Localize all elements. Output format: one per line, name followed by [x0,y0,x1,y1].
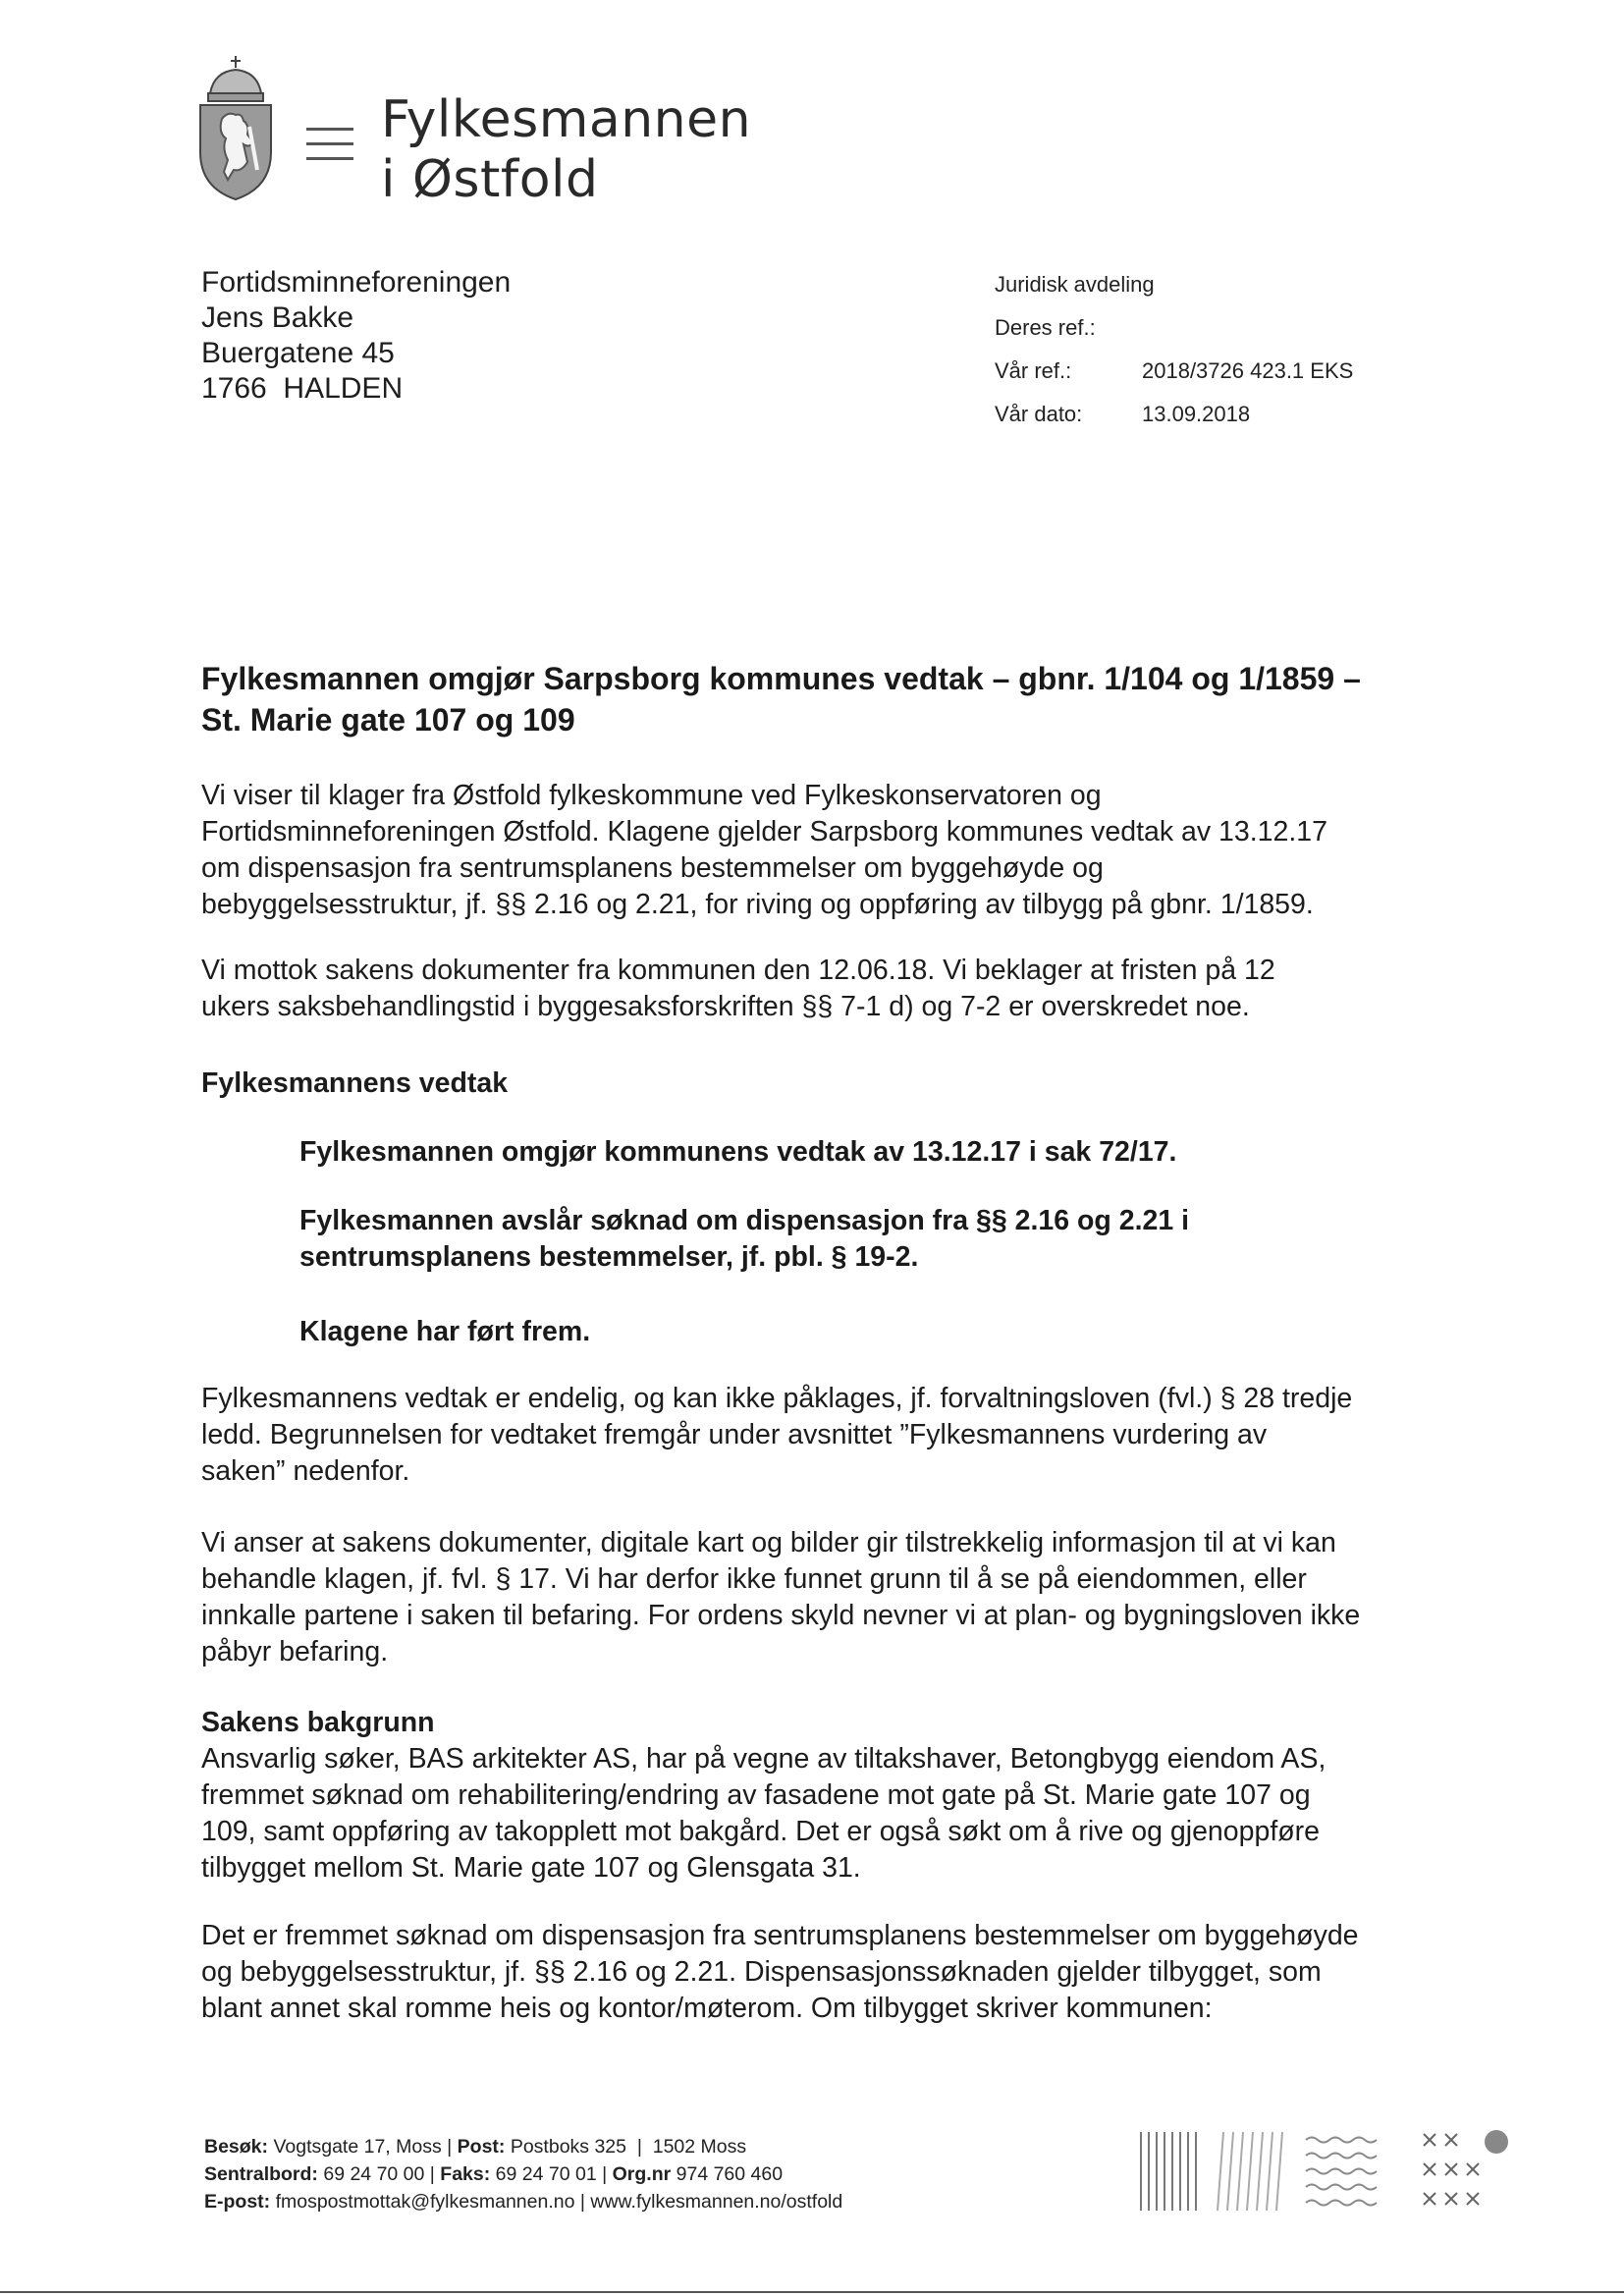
org-name-line2: i Østfold [381,150,599,209]
sentralbord-label: Sentralbord: [204,2163,318,2185]
text-line: Vi viser til klager fra Østfold fylkeskommune ved Fylkeskonservatoren og [201,780,1102,811]
text-line: Vi mottok sakens dokumenter fra kommunen den 12.06.18. Vi beklager at fristen på 12 [201,955,1275,986]
footer-line [204,2188,842,2215]
sentralbord-value: 69 24 70 00 [323,2163,425,2185]
decision-item [299,1134,1419,1171]
footer-contact [204,2133,842,2215]
epost-label: E-post: [204,2191,271,2213]
orgnr-label: Org.nr [612,2163,672,2185]
text-line: blant annet skal romme heis og kontor/møterom. Om tilbygget skriver kommunen: [201,1993,1213,2024]
var-dato-value: 13.09.2018 [1142,402,1251,426]
recipient-line: 1766 HALDEN [201,372,404,405]
logo-lines-icon [306,128,353,187]
paragraph-final [201,1381,1468,1490]
separator: | [602,2163,608,2185]
text-line: Fylkesmannen avslår søknad om dispensasjon fra §§ 2.16 og 2.21 i [299,1205,1190,1236]
footer-line [204,2133,842,2160]
org-name [381,90,751,210]
var-dato-label: Vår dato: [995,402,1083,426]
decision-item [299,1314,1419,1350]
heading-bakgrunn: Sakens bakgrunn [201,1707,435,1738]
var-ref-label: Vår ref.: [995,358,1072,383]
text-line: Fylkesmannens vedtak er endelig, og kan ikke påklages, jf. forvaltningsloven (fvl.) § 28 tredje [201,1383,1353,1414]
text-line: behandle klagen, jf. fvl. § 17. Vi har derfor ikke funnet grunn til å se på eiendommen, eller [201,1563,1307,1595]
separator: | [579,2191,585,2213]
heading-vedtak: Fylkesmannens vedtak [201,1067,509,1099]
text-line: 109, samt oppføring av takopplett mot bakgård. Det er også søkt om å rive og gjenoppføre [201,1816,1320,1847]
text-line: Ansvarlig søker, BAS arkitekter AS, har på vegne av tiltakshaver, Betongbygg eiendom AS, [201,1743,1326,1775]
recipient-address [201,265,511,407]
text-line: ledd. Begrunnelsen for vedtaket fremgår under avsnittet ”Fylkesmannens vurdering av [201,1419,1268,1450]
besok-label: Besøk: [204,2136,269,2158]
text-line: ukers saksbehandlingstid i byggesaksforskriften §§ 7-1 d) og 7-2 er overskredet noe. [201,991,1250,1022]
text-line: om dispensasjon fra sentrumsplanens bestemmelser om byggehøyde og [201,852,1104,884]
text-line: Klagene har ført frem. [299,1316,591,1347]
text-line: påbyr befaring. [201,1636,389,1667]
recipient-line: Jens Bakke [201,301,354,334]
post-label: Post: [457,2136,506,2158]
text-line: Fylkesmannen omgjør kommunens vedtak av 13.12.17 i sak 72/17. [299,1136,1177,1168]
department: Juridisk avdeling [995,272,1155,297]
recipient-line: Fortidsminneforeningen [201,266,512,299]
paragraph-dispensation [201,1918,1468,2027]
footer-pattern-icon [1139,2126,1512,2216]
separator: | [429,2163,435,2185]
faks-label: Faks: [440,2163,491,2185]
paragraph-documents [201,1525,1468,1670]
paragraph-received [201,953,1468,1025]
deres-ref-label: Deres ref.: [995,315,1096,340]
text-line: tilbygget mellom St. Marie gate 107 og Glensgata 31. [201,1852,861,1884]
paragraph-intro [201,778,1468,923]
text-line: innkalle partene i saken til befaring. For ordens skyld nevner vi at plan- og bygningsloven ikke [201,1600,1361,1631]
besok-value: Vogtsgate 17, Moss [273,2136,442,2158]
coat-of-arms-icon [194,54,277,201]
reference-block [995,263,1354,436]
text-line: Vi anser at sakens dokumenter, digitale kart og bilder gir tilstrekkelig informasjon til at vi kan [201,1527,1336,1558]
title-line: Fylkesmannen omgjør Sarpsborg kommunes vedtak – gbnr. 1/104 og 1/1859 – [201,661,1361,696]
epost-link[interactable]: fmospostmottak@fylkesmannen.no [275,2191,575,2213]
text-line: Det er fremmet søknad om dispensasjon fra sentrumsplanens bestemmelser om byggehøyde [201,1920,1359,1951]
section-background [201,1705,1468,1886]
text-line: og bebyggelsesstruktur, jf. §§ 2.16 og 2.21. Dispensasjonssøknaden gjelder tilbygget, som [201,1956,1322,1988]
recipient-line: Buergatene 45 [201,337,395,369]
var-ref-value: 2018/3726 423.1 EKS [1142,358,1354,383]
faks-value: 69 24 70 01 [495,2163,597,2185]
document-title [201,658,1468,740]
title-line: St. Marie gate 107 og 109 [201,702,575,738]
separator: | [447,2136,453,2158]
decision-item [299,1203,1419,1276]
post-value: Postboks 325 | 1502 Moss [510,2136,747,2158]
scan-edge-line [0,2291,1624,2293]
website-link[interactable]: www.fylkesmannen.no/ostfold [590,2191,843,2213]
orgnr-value: 974 760 460 [676,2163,784,2185]
text-line: Fortidsminneforeningen Østfold. Klagene gjelder Sarpsborg kommunes vedtak av 13.12.17 [201,816,1327,847]
text-line: bebyggelsesstruktur, jf. §§ 2.16 og 2.21, for riving og oppføring av tilbygg på gbnr. 1/1859. [201,889,1314,920]
text-line: saken” nedenfor. [201,1455,410,1487]
footer-line [204,2160,842,2188]
text-line: fremmet søknad om rehabilitering/endring av fasadene mot gate på St. Marie gate 107 og [201,1779,1311,1811]
text-line: sentrumsplanens bestemmelser, jf. pbl. § 19-2. [299,1241,919,1273]
org-name-line1: Fylkesmannen [381,90,752,149]
